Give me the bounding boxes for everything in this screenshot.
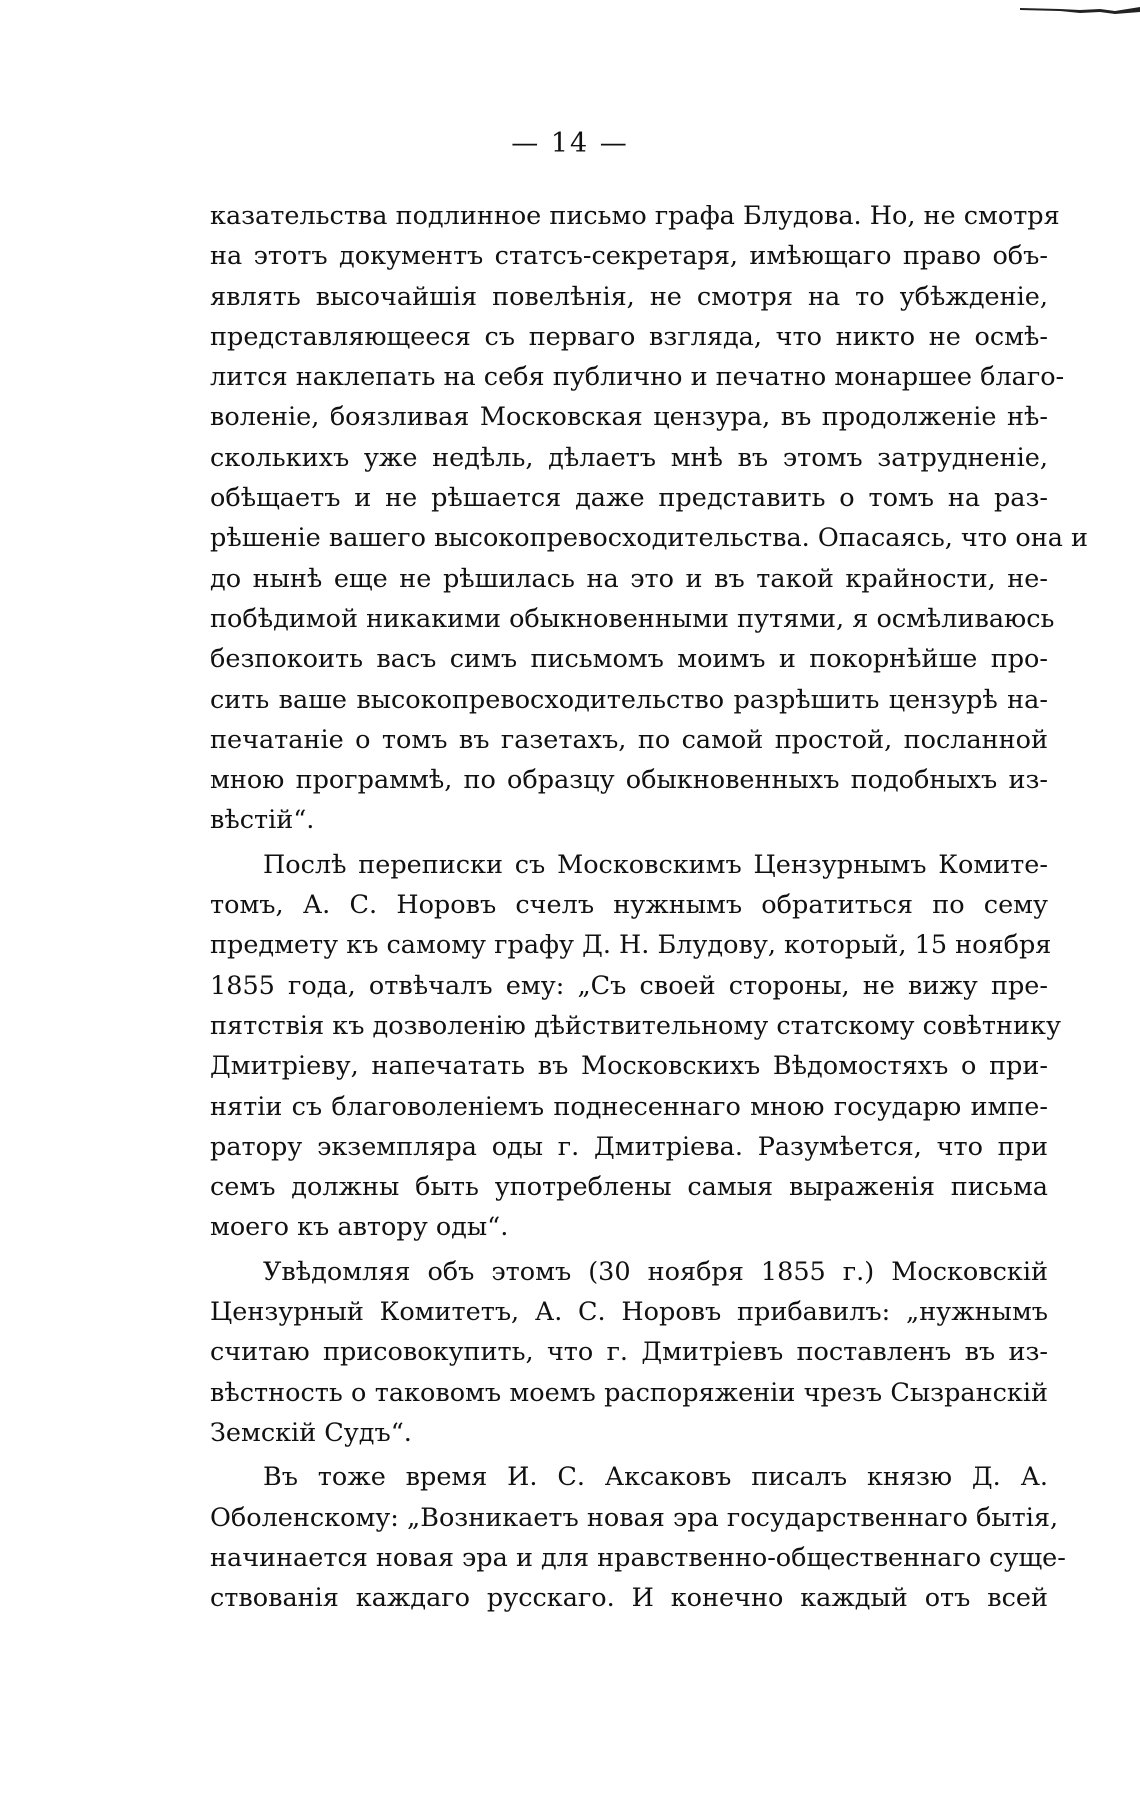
text-line: ратору экземпляра оды г. Дмитріева. Разумѣется, что при (210, 1131, 1048, 1162)
text-line: томъ, А. С. Норовъ счелъ нужнымъ обратиться по сему (210, 890, 1048, 921)
text-line: печатаніе о томъ въ газетахъ, по самой простой, посланной (210, 724, 1048, 755)
text-line: безпокоить васъ симъ письмомъ моимъ и покорнѣйше про- (210, 644, 1048, 675)
paragraph (210, 1457, 1066, 1618)
text-line: рѣшеніе вашего высокопревосходительства. Опасаясь, что она и (210, 523, 1088, 554)
text-line: побѣдимой никакими обыкновенными путями, я осмѣливаюсь (210, 603, 1055, 634)
text-line: Послѣ переписки съ Московскимъ Цензурнымъ Комите- (263, 849, 1048, 880)
text-line: вѣстій“. (210, 805, 315, 836)
text-line: Дмитріеву, напечатать въ Московскихъ Вѣдомостяхъ о при- (210, 1051, 1048, 1082)
text-line: являть высочайшія повелѣнія, не смотря на то убѣжденіе, (210, 281, 1048, 312)
text-line: Въ тоже время И. С. Аксаковъ писалъ князю Д. А. (263, 1462, 1048, 1493)
text-line: на этотъ документъ статсъ-секретаря, имѣющаго право объ- (210, 241, 1048, 272)
text-line: казательства подлинное письмо графа Блудова. Но, не смотря (210, 201, 1060, 231)
text-line: Цензурный Комитетъ, А. С. Норовъ прибавилъ: „нужнымъ (210, 1297, 1048, 1328)
text-line: семъ должны быть употреблены самыя выраженія письма (210, 1172, 1048, 1203)
text-line: начинается новая эра и для нравственно-общественнаго суще- (210, 1542, 1066, 1573)
paragraph (210, 1252, 1048, 1453)
body-text (210, 196, 1088, 1618)
text-line: мною программѣ, по образцу обыкновенныхъ подобныхъ из- (210, 765, 1048, 796)
text-line: воленіе, боязливая Московская цензура, въ продолженіе нѣ- (210, 402, 1048, 433)
text-line: Земскій Судъ“. (210, 1417, 412, 1448)
text-line: сить ваше высокопревосходительство разрѣшить цензурѣ на- (210, 684, 1048, 715)
paragraph (210, 196, 1088, 841)
text-line: обѣщаетъ и не рѣшается даже представить о томъ на раз- (210, 483, 1048, 514)
text-line: считаю присовокупить, что г. Дмитріевъ поставленъ въ из- (210, 1337, 1048, 1368)
text-line: нятіи съ благоволеніемъ поднесеннаго мною государю импе- (210, 1091, 1048, 1122)
text-line: сколькихъ уже недѣль, дѣлаетъ мнѣ въ этомъ затрудненіе, (210, 442, 1048, 473)
text-line: до нынѣ еще не рѣшилась на это и въ такой крайности, не- (210, 563, 1048, 594)
scan-edge-mark (1020, 0, 1140, 10)
text-line: 1855 года, отвѣчалъ ему: „Съ своей стороны, не вижу пре- (210, 970, 1048, 1001)
text-line: представляющееся съ перваго взгляда, что никто не осмѣ- (210, 321, 1048, 352)
text-line: Увѣдомляя объ этомъ (30 ноября 1855 г.) Московскій (263, 1256, 1048, 1287)
text-line: ствованія каждаго русскаго. И конечно каждый отъ всей (210, 1583, 1048, 1614)
text-line: Оболенскому: „Возникаетъ новая эра государственнаго бытія, (210, 1502, 1059, 1533)
text-line: вѣстность о таковомъ моемъ распоряженіи чрезъ Сызранскій (210, 1377, 1048, 1408)
text-line: лится наклепать на себя публично и печатно монаршее благо- (210, 362, 1065, 393)
page-number: — 14 — (511, 128, 629, 159)
paragraph (210, 845, 1061, 1248)
text-line: моего къ автору оды“. (210, 1212, 509, 1243)
text-line: пятствія къ дозволенію дѣйствительному статскому совѣтнику (210, 1010, 1061, 1041)
text-line: предмету къ самому графу Д. Н. Блудову, который, 15 ноября (210, 930, 1052, 961)
